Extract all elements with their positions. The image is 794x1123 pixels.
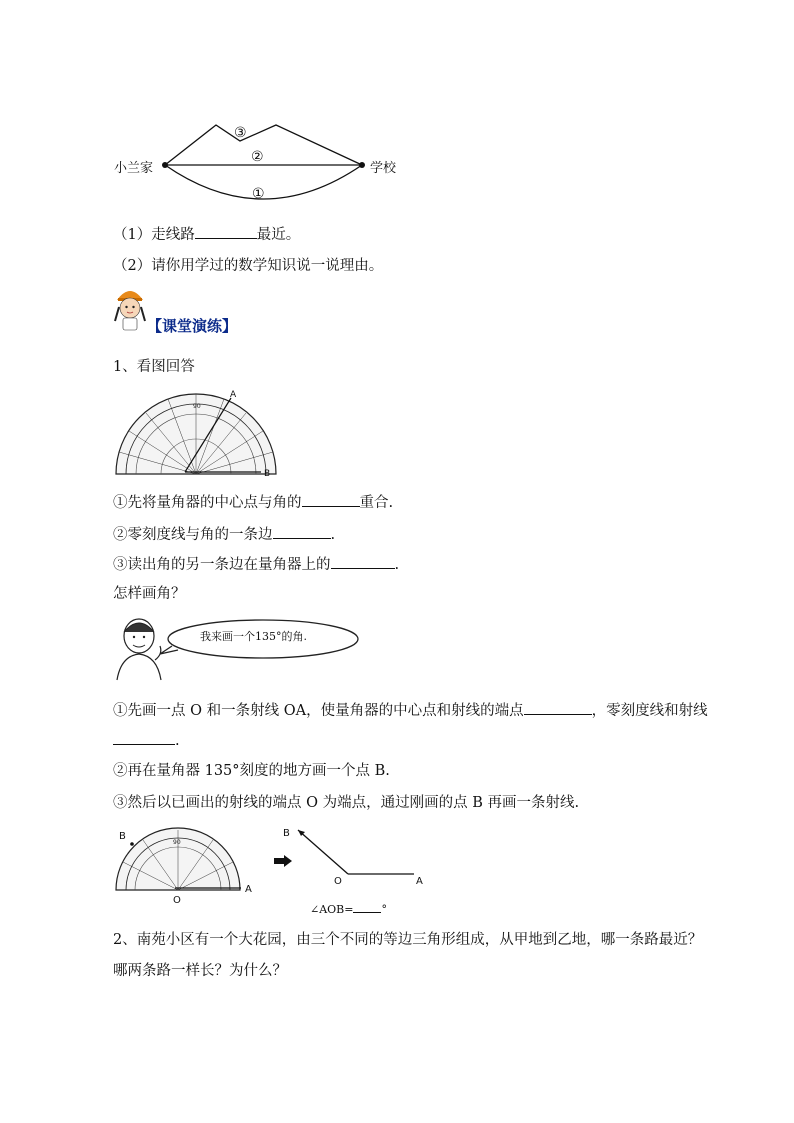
home-label: 小兰家 xyxy=(114,161,154,176)
answer-blank-step1[interactable] xyxy=(302,492,360,507)
answer-blank-step3[interactable] xyxy=(331,554,395,569)
step-3: ③读出角的另一条边在量角器上的 . xyxy=(113,554,399,575)
angle-formula: ∠AOB= ° xyxy=(310,903,387,916)
school-label: 学校 xyxy=(370,161,397,176)
draw-step-1: ①先画一点 O 和一条射线 OA，使量角器的中心点和射线的端点 ，零刻度线和射线 xyxy=(113,700,708,721)
q-routes-line2: （2）请你用学过的数学知识说一说理由。 xyxy=(113,258,384,274)
route-1-label: ① xyxy=(252,186,265,202)
draw-step-1-cont: . xyxy=(113,730,180,751)
answer-blank-draw1[interactable] xyxy=(524,700,592,715)
q-routes-line1: （1）走线路 最近。 xyxy=(113,224,300,245)
draw-step-3: ③然后以已画出的射线的端点 O 为端点，通过刚画的点 B 再画一条射线. xyxy=(113,795,580,811)
girl-mascot-icon xyxy=(112,283,148,333)
how-to-draw: 怎样画角？ xyxy=(113,586,186,602)
label-a-3: A xyxy=(416,876,423,887)
exercise1-heading: 1、看图回答 xyxy=(113,359,195,375)
svg-text:90: 90 xyxy=(173,839,181,846)
answer-blank-draw2[interactable] xyxy=(113,730,175,745)
label-b: B xyxy=(264,469,271,479)
step-1: ①先将量角器的中心点与角的 重合. xyxy=(113,492,393,513)
route-3-label: ③ xyxy=(234,125,247,141)
answer-blank-angle[interactable] xyxy=(353,902,381,913)
route-2-label: ② xyxy=(251,149,264,165)
protractor-figure-2 xyxy=(113,822,263,907)
svg-text:90: 90 xyxy=(193,403,201,410)
ray-ob-drawn xyxy=(298,830,348,874)
label-b-2: B xyxy=(119,831,126,842)
label-b-3: B xyxy=(283,828,290,839)
exercise2-line1: 2、南苑小区有一个大花园，由三个不同的等边三角形组成，从甲地到乙地，哪一条路最近？ xyxy=(113,932,703,948)
speech-text: 我来画一个135°的角. xyxy=(200,630,307,643)
point-b-mark xyxy=(130,842,134,846)
routes-figure xyxy=(110,115,420,210)
protractor-figure xyxy=(113,386,283,481)
section-title: 【课堂演练】 xyxy=(147,317,238,335)
step-2: ②零刻度线与角的一条边 . xyxy=(113,524,335,545)
answer-blank-step2[interactable] xyxy=(273,524,331,539)
draw-step-2: ②再在量角器 135°刻度的地方画一个点 B. xyxy=(113,763,390,779)
label-a-2: A xyxy=(245,884,252,895)
exercise2-line2: 哪两条路一样长？为什么？ xyxy=(113,963,287,979)
answer-blank-route[interactable] xyxy=(195,224,257,239)
label-o-3: O xyxy=(334,876,342,887)
label-a: A xyxy=(230,390,237,400)
label-o-2: O xyxy=(173,895,181,906)
